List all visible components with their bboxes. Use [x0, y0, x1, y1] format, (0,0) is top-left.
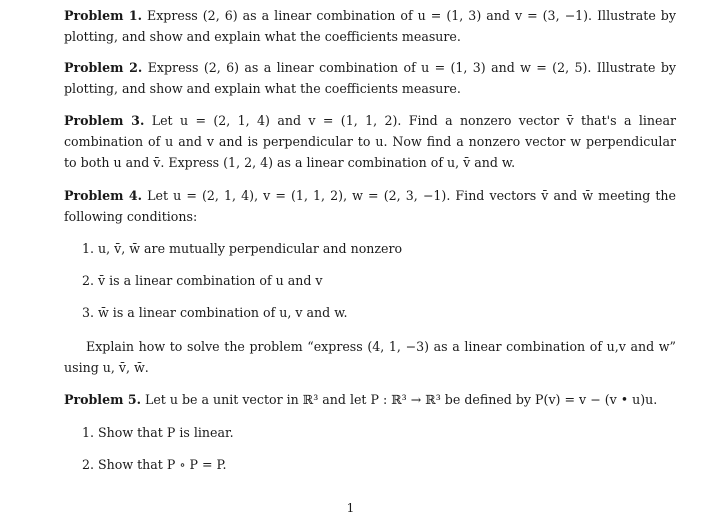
- problem-5: [64, 389, 676, 410]
- problem-1-text: Express (2, 6) as a linear combination of u = (1, 3) and v = (3, −1). Illustrate by plotting, and show and explain what the coefficients measure.: [64, 8, 676, 44]
- problem-4: [64, 185, 676, 227]
- problem-4-item-3: 3. w̄ is a linear combination of u, v and w.: [82, 305, 348, 320]
- problem-3-label: Problem 3.: [64, 113, 145, 128]
- problem-4-text: Let u = (2, 1, 4), v = (1, 1, 2), w = (2, 3, −1). Find vectors v̄ and w̄ meeting the following conditions:: [64, 188, 676, 224]
- problem-4-item-2: 2. v̄ is a linear combination of u and v: [82, 273, 323, 288]
- problem-5-item-1: 1. Show that P is linear.: [82, 425, 234, 440]
- problem-5-label: Problem 5.: [64, 392, 141, 407]
- problem-2-label: Problem 2.: [64, 60, 143, 75]
- problem-2-text: Express (2, 6) as a linear combination of u = (1, 3) and w = (2, 5). Illustrate by plotting, and show and explain what the coefficients measure.: [64, 60, 676, 96]
- problem-1: [64, 5, 676, 47]
- problem-3-text: Let u = (2, 1, 4) and v = (1, 1, 2). Find a nonzero vector v̄ that's a linear combination of u and v and is perpendicular to u. Now find a nonzero vector w perpendicular to both u and v̄. Express (1, 2, 4) as a linear combination of u, v̄ and w.: [64, 113, 677, 170]
- problem-5-item-2: 2. Show that P ∘ P = P.: [82, 457, 227, 472]
- problem-2: [64, 57, 676, 99]
- problem-4-label: Problem 4.: [64, 188, 143, 203]
- problem-4-explain: Explain how to solve the problem “express (4, 1, −3) as a linear combination of u,v and w” using u, v̄, w̄.: [64, 339, 676, 375]
- problem-1-label: Problem 1.: [64, 8, 142, 23]
- page-number: 1: [346, 501, 355, 515]
- problem-3: [64, 110, 676, 173]
- problem-5-text: Let u be a unit vector in ℝ³ and let P : ℝ³ → ℝ³ be defined by P(v) = v − (v • u)u.: [144, 392, 658, 407]
- problem-4-item-1: 1. u, v̄, w̄ are mutually perpendicular and nonzero: [82, 241, 403, 256]
